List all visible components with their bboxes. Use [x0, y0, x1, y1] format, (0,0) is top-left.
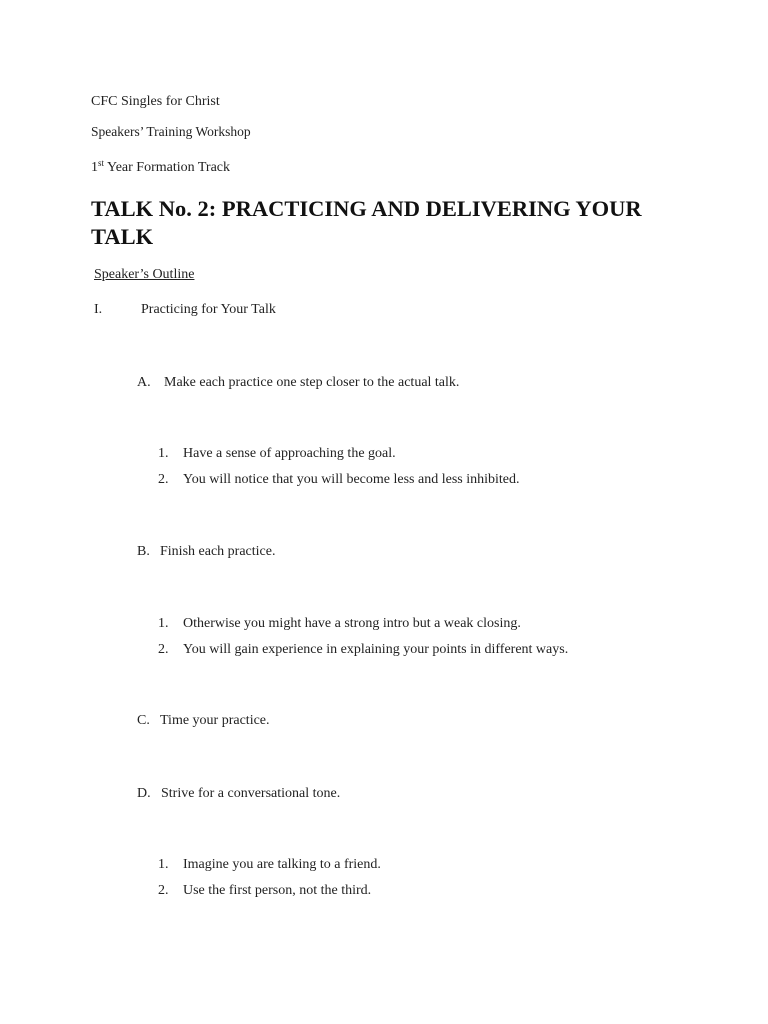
track-number: 1	[91, 160, 98, 175]
track-ordinal-suffix: st	[98, 158, 105, 168]
item-text-c: Time your practice.	[160, 713, 270, 728]
subitem-text: Imagine you are talking to a friend.	[183, 857, 381, 872]
workshop-name: Speakers’ Training Workshop	[91, 124, 251, 139]
subitem-number: 1.	[158, 446, 169, 461]
subitem-number: 2.	[158, 642, 169, 657]
subitem-number: 2.	[158, 883, 169, 898]
item-text-a: Make each practice one step closer to the actual talk.	[164, 375, 460, 390]
subitem-number: 1.	[158, 857, 169, 872]
subitem-text: You will gain experience in explaining your points in different ways.	[183, 642, 569, 657]
subitem-number: 1.	[158, 616, 169, 631]
section-numeral: I.	[94, 302, 103, 317]
outline-label: Speaker’s Outline	[94, 267, 195, 282]
section-heading: Practicing for Your Talk	[141, 302, 276, 317]
formation-track	[91, 160, 230, 176]
subitem-text: Have a sense of approaching the goal.	[183, 446, 396, 461]
item-letter-a: A.	[137, 375, 151, 390]
subitem-text: You will notice that you will become less and less inhibited.	[183, 472, 520, 487]
item-letter-b: B.	[137, 544, 150, 559]
track-label: Year Formation Track	[104, 160, 231, 175]
subitem-text: Use the first person, not the third.	[183, 883, 372, 898]
item-text-d: Strive for a conversational tone.	[161, 786, 341, 801]
subitem-text: Otherwise you might have a strong intro but a weak closing.	[183, 616, 521, 631]
item-text-b: Finish each practice.	[160, 544, 276, 559]
subitem-number: 2.	[158, 472, 169, 487]
org-name: CFC Singles for Christ	[91, 94, 220, 109]
item-letter-c: C.	[137, 713, 150, 728]
item-letter-d: D.	[137, 786, 151, 801]
talk-title: TALK No. 2: PRACTICING AND DELIVERING YOUR TALK	[91, 196, 642, 249]
